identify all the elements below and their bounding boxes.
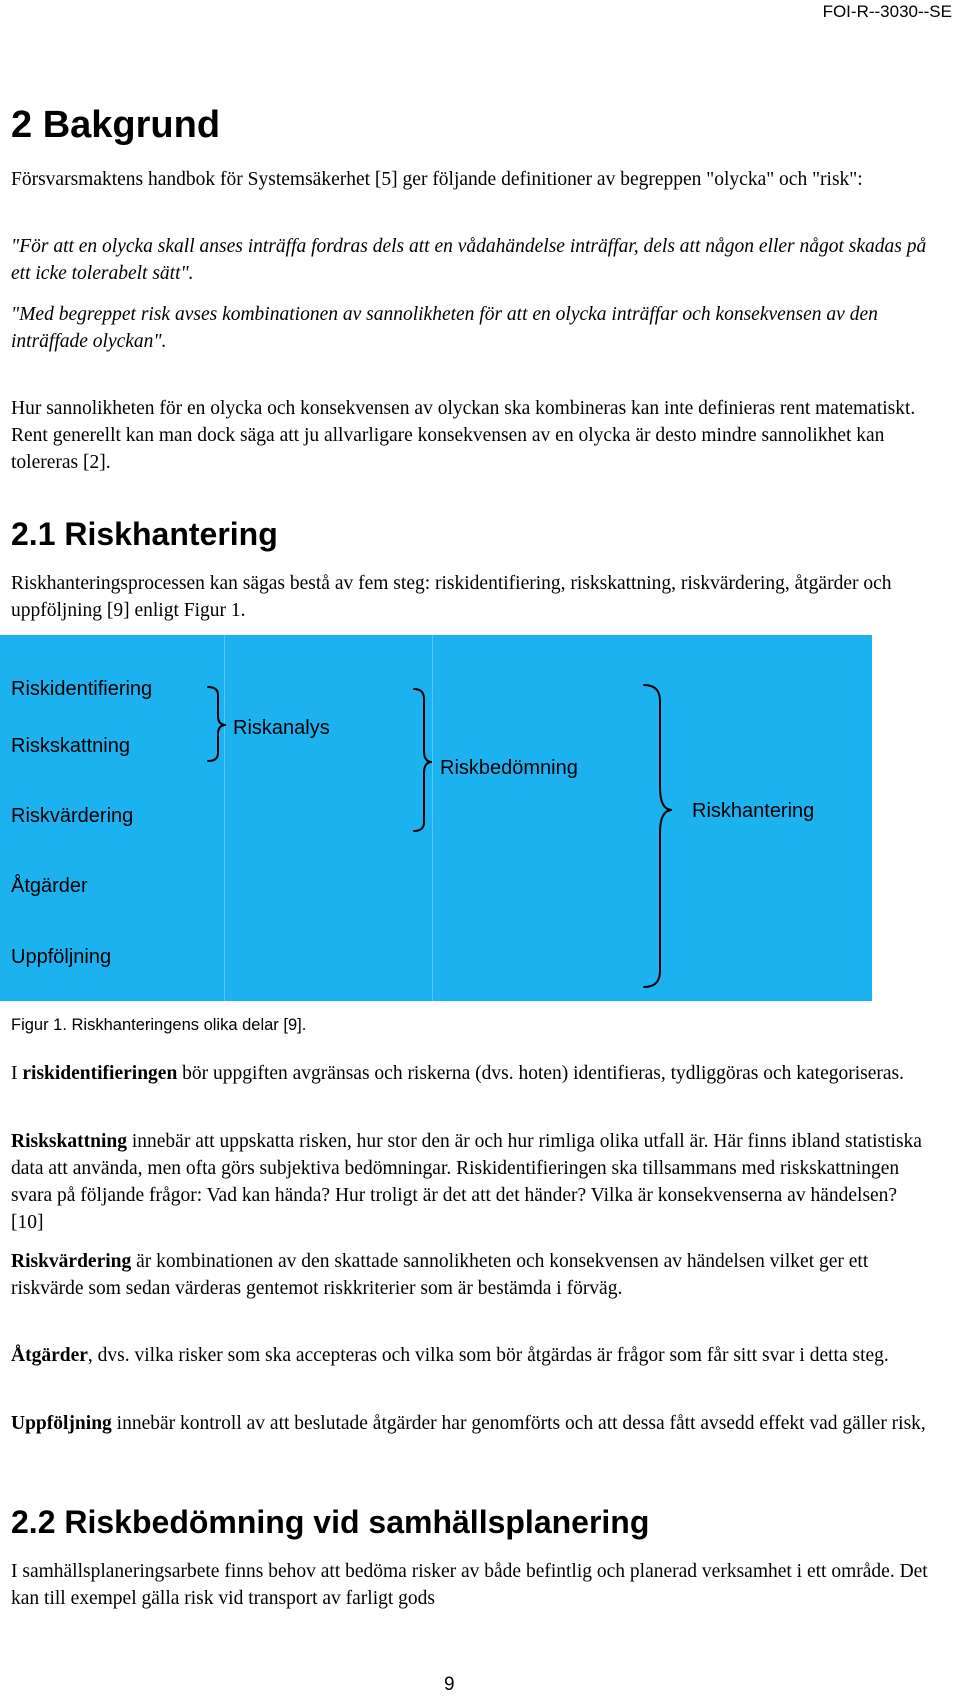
- definition-atgarder: Åtgärder, dvs. vilka risker som ska accepteras och vilka som bör åtgärdas är frågor som får sitt svar i detta steg.: [11, 1345, 889, 1366]
- figure-caption: Figur 1. Riskhanteringens olika delar [9].: [11, 1016, 307, 1034]
- step-riskskattning: Riskskattning: [11, 735, 130, 757]
- step-uppfoljning: Uppföljning: [11, 946, 112, 968]
- document-id: FOI-R--3030--SE: [822, 2, 952, 21]
- definition-riskvardering: Riskvärdering är kombinationen av den skattade sannolikheten och konsekvensen av händelsen vilket ger ett riskvärde som sedan värderas gentemot riskkriterier som är bestämda i förväg.: [11, 1251, 869, 1299]
- figure-braces: [0, 635, 872, 1001]
- definition-riskidentifiering: I riskidentifieringen bör uppgiften avgränsas och riskerna (dvs. hoten) identifieras, tydliggöras och kategoriseras.: [11, 1063, 904, 1084]
- samhallsplanering-paragraph: I samhällsplaneringsarbete finns behov att bedöma risker av både befintlig och planerad verksamhet i ett område. Det kan till exempel gälla risk vid transport av farligt gods: [11, 1561, 928, 1609]
- intro-paragraph: Försvarsmaktens handbok för Systemsäkerhet [5] ger följande definitioner av begreppen "olycka" och "risk":: [11, 169, 863, 190]
- group-riskhantering: Riskhantering: [692, 800, 815, 822]
- brace-riskanalys: [208, 687, 226, 761]
- page-number: 9: [444, 1674, 455, 1695]
- subsection-heading-samhallsplanering: 2.2 Riskbedömning vid samhällsplanering: [11, 1504, 650, 1540]
- quote-risk: "Med begreppet risk avses kombinationen av sannolikheten för att en olycka inträffar och konsekvensen av den inträffade olyckan".: [11, 304, 878, 352]
- group-riskbedomning: Riskbedömning: [440, 757, 578, 779]
- group-riskanalys: Riskanalys: [233, 717, 330, 739]
- step-riskvardering: Riskvärdering: [11, 805, 134, 827]
- brace-riskhantering: [644, 685, 672, 987]
- quote-olycka: "För att en olycka skall anses inträffa fordras dels att en vådahändelse inträffar, dels att någon eller något skadas på ett icke tolerabelt sätt".: [11, 236, 927, 284]
- definition-uppfoljning: Uppföljning innebär kontroll av att beslutade åtgärder har genomförts och att dessa fått avsedd effekt vad gäller risk,: [11, 1413, 926, 1434]
- combination-paragraph: Hur sannolikheten för en olycka och konsekvensen av olyckan ska kombineras kan inte definieras rent matematiskt. Rent generellt kan man dock säga att ju allvarligare konsekvensen av en olycka är desto mindre sannolikhet kan tolereras [2].: [11, 398, 916, 473]
- step-riskidentifiering: Riskidentifiering: [11, 678, 153, 700]
- step-atgarder: Åtgärder: [11, 875, 88, 897]
- definition-riskskattning: Riskskattning innebär att uppskatta risken, hur stor den är och hur rimliga olika utfall är. Här finns ibland statistiska data att använda, men ofta görs subjektiva bedömningar. Riskidentifieringen ska tillsammans med riskskattningen svara på följande frågor: Vad kan hända? Hur troligt är det att det händer? Vilka är konsekvenserna av händelsen? [10]: [11, 1131, 922, 1233]
- section-heading: 2 Bakgrund: [11, 104, 221, 146]
- subsection-heading-riskhantering: 2.1 Riskhantering: [11, 516, 278, 552]
- risk-process-figure: [0, 635, 872, 1001]
- process-paragraph: Riskhanteringsprocessen kan sägas bestå av fem steg: riskidentifiering, riskskattning, riskvärdering, åtgärder och uppföljning [9] enligt Figur 1.: [11, 573, 892, 621]
- brace-riskbedomning: [414, 689, 432, 831]
